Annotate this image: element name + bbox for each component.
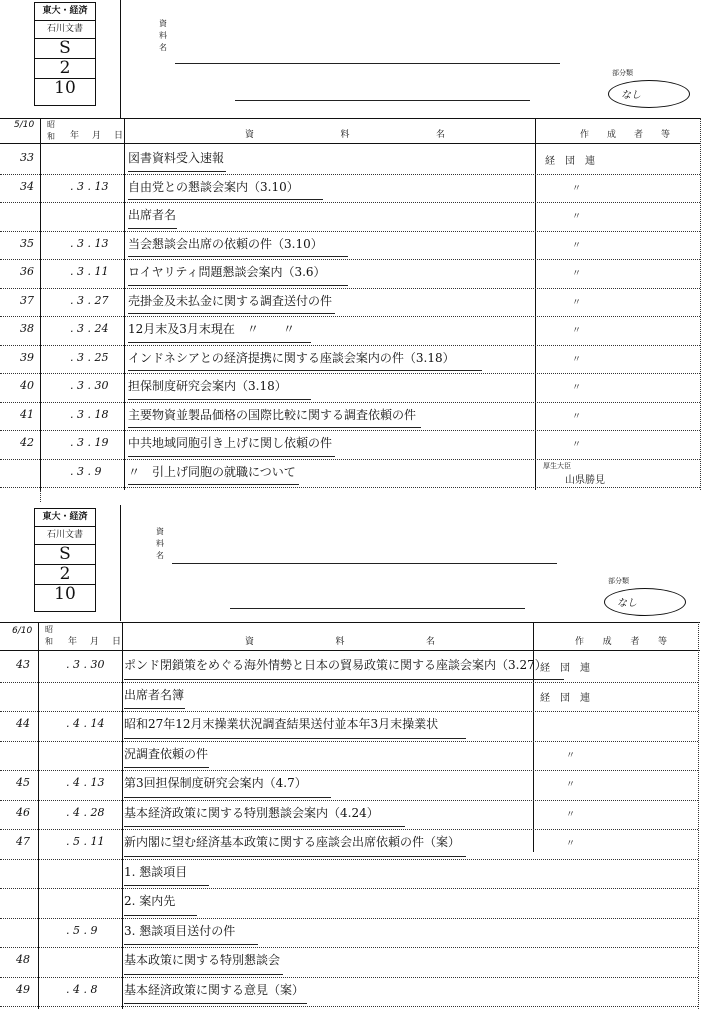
row-separator <box>0 800 698 801</box>
row-separator <box>0 829 698 830</box>
entry-title: 担保制度研究会案内（3.18） <box>128 379 287 393</box>
col-year-2: 年 <box>68 637 78 647</box>
entry-title: 況調査依頼の件 <box>124 746 209 761</box>
entry-number: 37 <box>20 293 34 307</box>
entry-number: 44 <box>16 717 30 730</box>
title-underline <box>124 826 405 827</box>
entry-number: 35 <box>20 236 34 250</box>
entry-title: 出席者名簿 <box>124 687 185 702</box>
secret-oval-2 <box>604 588 686 616</box>
era-label-2: 昭 和 <box>45 625 53 646</box>
row-separator <box>0 202 700 203</box>
entry-title: 当会懇談会出席の依頼の件（3.10） <box>128 236 323 251</box>
entry-date: . 3 . 30 <box>66 658 105 671</box>
row-separator <box>0 487 700 488</box>
entry-date: . 3 . 27 <box>70 293 109 307</box>
entry-date: . 3 . 30 <box>70 379 109 392</box>
entry-title: 自由党との懇談会案内（3.10） <box>128 179 299 194</box>
stamp-line-1: 東大・経済 <box>35 3 95 21</box>
col-author-2: 作 成 者 等 <box>575 637 667 647</box>
col-year-1: 年 <box>70 131 80 141</box>
entry-title: ロイヤリティ問題懇談会案内（3.6） <box>128 265 326 279</box>
entry-date: . 3 . 13 <box>70 179 109 193</box>
title-underline <box>124 885 209 886</box>
entry-date: . 3 . 19 <box>70 436 109 449</box>
stamp-hand-bot: 10 <box>54 78 76 98</box>
secret-label-2: 部分類 <box>608 577 629 585</box>
entry-date: . 3 . 24 <box>70 322 109 335</box>
entry-title: 12月末及3月末現在 〃 〃 <box>128 322 295 336</box>
entry-author: 経 団 連 <box>540 663 590 674</box>
archive-stamp-2 <box>34 508 96 612</box>
row-separator <box>0 402 700 403</box>
row-separator <box>0 711 698 712</box>
entry-title: 主要物資並製品価格の国際比較に関する調査依頼の件 <box>128 407 417 422</box>
row-separator <box>0 977 698 978</box>
row-separator <box>0 231 700 232</box>
author-ditto: 〃 <box>572 269 582 279</box>
entry-date: . 4 . 28 <box>66 805 105 819</box>
title-underline <box>128 456 335 457</box>
row-separator <box>0 1006 698 1007</box>
title-underline <box>124 1003 307 1004</box>
entry-title: 第3回担保制度研究会案内（4.7） <box>124 776 307 790</box>
title-underline <box>124 915 197 916</box>
author-ditto: 〃 <box>566 809 576 820</box>
stamp-hand-top: S <box>35 39 95 59</box>
title-underline <box>128 399 311 400</box>
title-underline <box>124 856 466 857</box>
title-underline <box>128 228 177 229</box>
secret-label-1: 部分類 <box>612 69 633 77</box>
row-separator <box>0 373 700 374</box>
author-ditto: 〃 <box>572 183 582 194</box>
row-separator <box>0 682 698 683</box>
row-separator <box>0 459 700 460</box>
author-ditto: 〃 <box>572 297 582 308</box>
col-day-1: 日 <box>114 131 124 141</box>
entry-number: 34 <box>20 179 34 193</box>
stamp-hand-mid: 2 <box>35 59 95 79</box>
row-separator <box>0 888 698 889</box>
row-separator <box>0 918 698 919</box>
row-separator <box>0 316 700 317</box>
entry-date: . 5 . 11 <box>66 835 105 848</box>
title-underline <box>128 370 482 371</box>
author-ditto: 〃 <box>572 212 582 222</box>
fraction-2: 6/10 <box>12 626 33 636</box>
entry-title: 昭和27年12月末操業状況調査結果送付並本年3月末操業状 <box>124 717 439 731</box>
title-underline <box>124 797 331 798</box>
row-separator <box>0 345 700 346</box>
entry-number: 49 <box>16 982 30 996</box>
row-separator <box>0 259 700 260</box>
entry-title: 〃 引上げ同胞の就職について <box>128 464 296 479</box>
author-ditto: 〃 <box>572 326 582 336</box>
col-author-1: 作 成 者 等 <box>580 130 670 140</box>
title-underline <box>124 708 185 709</box>
author-label: 厚生大臣 <box>543 461 571 470</box>
entry-number: 36 <box>20 265 34 278</box>
entry-author: 経 団 連 <box>540 692 590 704</box>
entry-date: . 5 . 9 <box>66 923 98 937</box>
entry-date: . 3 . 18 <box>70 407 109 421</box>
col-month-1: 月 <box>92 131 102 141</box>
archive-stamp-1 <box>34 2 96 106</box>
row-separator <box>0 288 700 289</box>
col-day-2: 日 <box>112 637 122 647</box>
entry-title: 中共地域同胞引き上げに関し依頼の件 <box>128 436 333 450</box>
title-underline <box>128 171 226 172</box>
title-underline <box>128 342 311 343</box>
title-underline <box>128 313 335 314</box>
author-ditto: 〃 <box>572 383 582 393</box>
title-underline <box>124 944 258 945</box>
entry-title: 基本経済政策に関する意見（案） <box>124 982 305 997</box>
secret-oval-1 <box>608 80 690 108</box>
title-label-1: 資 料 名 <box>159 19 167 52</box>
stamp2-hand-bot: 10 <box>54 584 76 604</box>
fraction-1: 5/10 <box>14 120 35 130</box>
entry-author: 山県勝見 <box>565 474 605 486</box>
title-underline <box>124 679 564 680</box>
author-ditto: 〃 <box>572 411 582 422</box>
entry-title: 図書資料受入速報 <box>128 151 225 165</box>
entry-date: . 4 . 14 <box>66 717 105 730</box>
col-doc-2: 資 料 名 <box>245 637 435 647</box>
author-ditto: 〃 <box>566 780 576 790</box>
stamp2-line-1: 東大・経済 <box>35 509 95 527</box>
title-underline <box>124 767 209 768</box>
entry-date: . 3 . 11 <box>70 265 109 278</box>
entry-title: 新内閣に望む経済基本政策に関する座談会出席依頼の件（案） <box>124 835 461 849</box>
entry-number: 47 <box>16 835 30 848</box>
entry-number: 40 <box>20 379 34 392</box>
secret-value-1: なし <box>621 90 641 101</box>
stamp2-line-2: 石川文書 <box>35 527 95 545</box>
author-ditto: 〃 <box>566 750 576 761</box>
entry-number: 45 <box>16 776 30 789</box>
title-label-2: 資 料 名 <box>156 527 164 560</box>
author-ditto: 〃 <box>566 839 576 849</box>
stamp-line-2: 石川文書 <box>35 21 95 39</box>
entry-date: . 3 . 13 <box>70 236 109 250</box>
entry-number: 41 <box>20 407 34 421</box>
entry-title: 売掛金及未払金に関する調査送付の件 <box>128 293 333 308</box>
entry-number: 38 <box>20 322 34 335</box>
entry-title: 出席者名 <box>128 208 177 222</box>
row-separator <box>0 430 700 431</box>
entry-title: 1. 懇談項目 <box>124 864 188 879</box>
row-separator <box>0 859 698 860</box>
entry-title: 3. 懇談項目送付の件 <box>124 923 236 938</box>
col-doc-1: 資 料 名 <box>245 130 445 140</box>
stamp2-hand-mid: 2 <box>35 565 95 585</box>
row-separator <box>0 947 698 948</box>
title-underline <box>128 484 299 485</box>
title-underline <box>128 199 323 200</box>
entry-title: 2. 案内先 <box>124 894 176 908</box>
entry-date: . 4 . 8 <box>66 982 98 996</box>
row-separator <box>0 741 698 742</box>
author-ditto: 〃 <box>572 440 582 450</box>
author-ditto: 〃 <box>572 354 582 365</box>
entry-number: 42 <box>20 436 34 449</box>
entry-number: 33 <box>20 151 34 164</box>
entry-number: 43 <box>16 658 30 671</box>
col-month-2: 月 <box>90 637 100 647</box>
entry-number: 46 <box>16 805 30 819</box>
title-underline <box>128 285 348 286</box>
era-label-1: 昭 和 <box>47 120 55 141</box>
entry-title: ポンド閉鎖策をめぐる海外情勢と日本の貿易政策に関する座談会案内（3.27） <box>124 658 547 672</box>
entry-number: 39 <box>20 350 34 364</box>
title-underline <box>128 256 348 257</box>
title-underline <box>124 974 283 975</box>
secret-value-2: なし <box>617 598 637 609</box>
title-underline <box>124 738 466 739</box>
entry-date: . 3 . 9 <box>70 464 102 478</box>
entry-number: 48 <box>16 953 30 966</box>
row-separator <box>0 770 698 771</box>
entry-author: 経 団 連 <box>545 156 595 167</box>
entry-title: 基本経済政策に関する特別懇談会案内（4.24） <box>124 805 379 820</box>
author-ditto: 〃 <box>572 240 582 251</box>
title-underline <box>128 427 421 428</box>
entry-date: . 3 . 25 <box>70 350 109 364</box>
entry-date: . 4 . 13 <box>66 776 105 789</box>
entry-title: インドネシアとの経済提携に関する座談会案内の件（3.18） <box>128 350 455 365</box>
row-separator <box>0 174 700 175</box>
entry-title: 基本政策に関する特別懇談会 <box>124 953 281 967</box>
stamp2-hand-top: S <box>35 545 95 565</box>
